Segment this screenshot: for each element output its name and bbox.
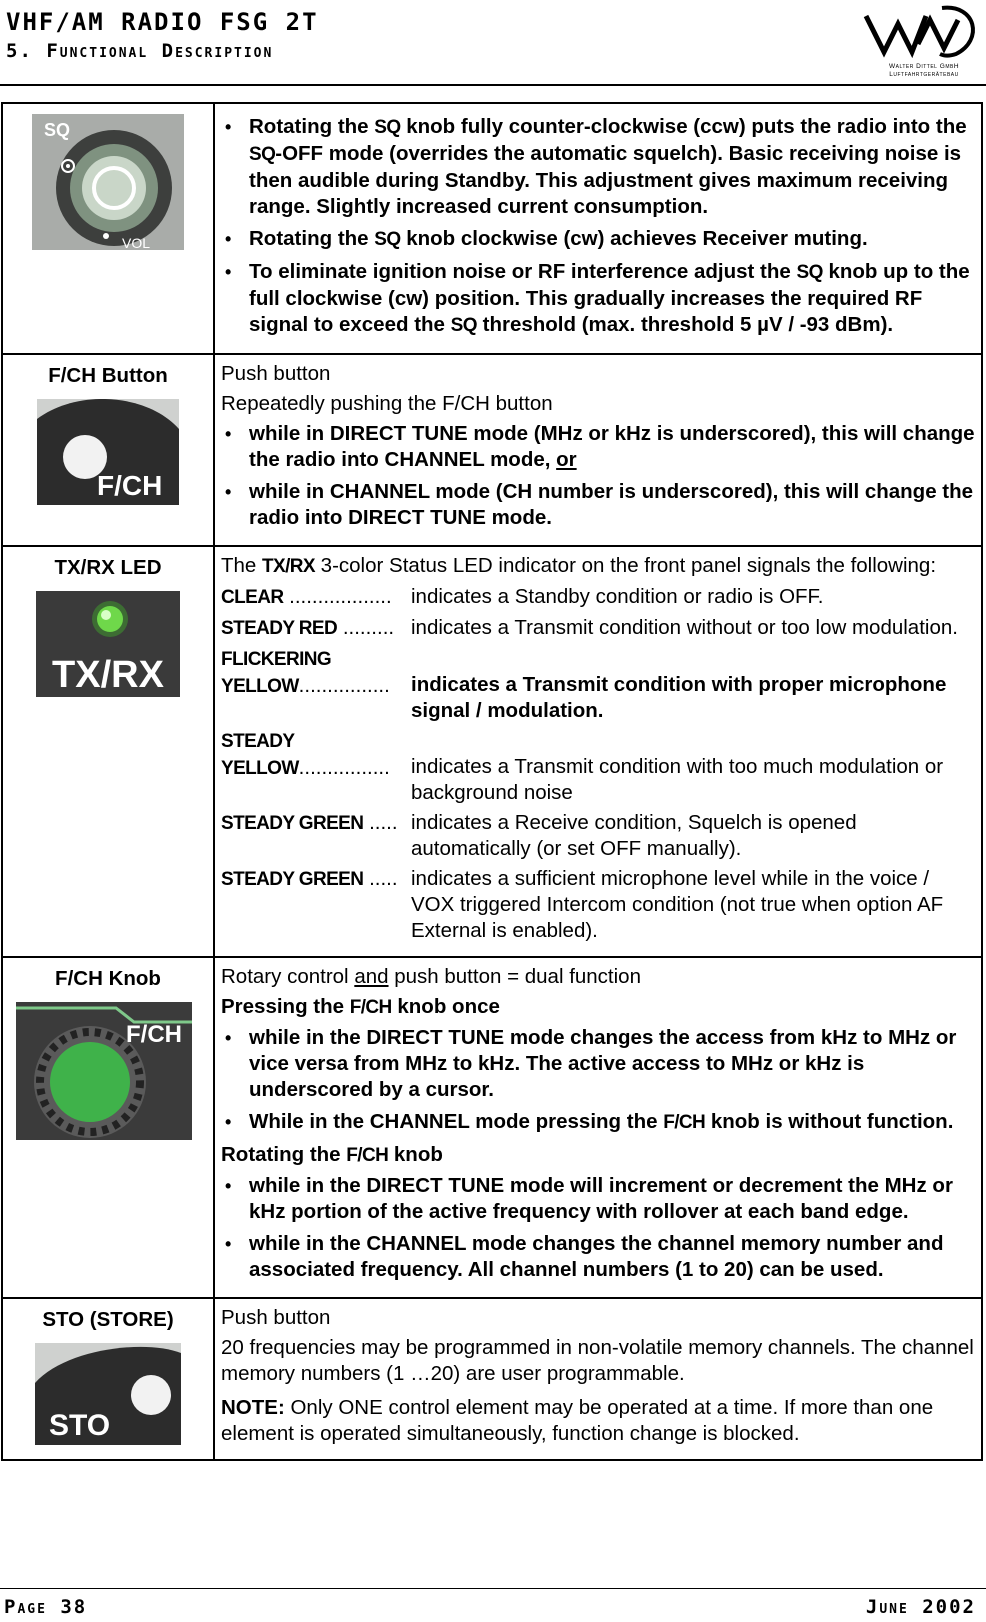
list-item: • Rotating the SQ knob fully counter-clockwise (ccw) puts the radio into the SQ-OFF mode (overrides the automatic squelch). Basic receiving noise is then audible during Standby. This adjustment gives maximum receiving range. Slightly increased current consumption.	[249, 114, 975, 220]
sto-description-cell	[214, 1298, 982, 1460]
page-number: Page 38	[4, 1596, 88, 1618]
table-row	[2, 103, 982, 354]
txrx-led-photo	[36, 591, 180, 697]
led-meaning: indicates a Transmit condition with too much modulation or background noise	[411, 755, 944, 804]
control-type: Push button	[221, 362, 331, 385]
sto-photo-label: STO	[49, 1409, 111, 1442]
led-condition: STEADY GREEN .....	[221, 811, 398, 834]
list-item: • while in the DIRECT TUNE mode changes the access from kHz to MHz or vice versa from MHz to kHz. The active access to MHz or kHz is underscored by a cursor.	[249, 1025, 975, 1103]
intro-text: Repeatedly pushing the F/CH button	[221, 392, 553, 415]
led-meaning: indicates a Standby condition or radio is OFF.	[411, 585, 824, 608]
logo-company-name: Walter Dittel GmbH	[888, 63, 960, 70]
logo-company-subtitle: Luftfahrtgerätebau	[889, 71, 959, 78]
sq-knob-photo	[32, 114, 184, 250]
controls-table	[1, 102, 983, 1461]
vol-photo-label: VOL	[122, 235, 151, 250]
fch-button-photo	[37, 399, 179, 505]
intro-text: Rotary control and push button = dual function	[221, 965, 641, 988]
led-status-list	[221, 584, 975, 944]
txrx-label-cell	[2, 546, 214, 957]
led-condition: STEADY GREEN .....	[221, 867, 398, 890]
fch-knob-description-cell	[214, 957, 982, 1298]
fch-knob-label-cell	[2, 957, 214, 1298]
section-title: 5. Functional Description	[6, 40, 274, 62]
fch-button-description-cell	[214, 354, 982, 546]
sto-description: 20 frequencies may be programmed in non-volatile memory channels. The channel memory numbers (1 …20) are user programmable.	[221, 1336, 974, 1385]
control-name: F/CH Knob	[55, 967, 161, 990]
led-meaning: indicates a sufficient microphone level while in the voice / VOX triggered Intercom condition (not true when option AF External is enabled).	[411, 867, 944, 942]
led-status-row	[221, 728, 975, 806]
fch-knob-photo-label: F/CH	[126, 1021, 182, 1048]
led-status-row	[221, 866, 975, 944]
subheading-pressing: Pressing the F/CH knob once	[221, 995, 500, 1018]
control-name: F/CH Button	[48, 364, 168, 387]
txrx-description-cell	[214, 546, 982, 957]
table-row	[2, 546, 982, 957]
control-type: Push button	[221, 1306, 331, 1329]
header-divider	[0, 84, 986, 86]
list-item: • while in the CHANNEL mode changes the channel memory number and associated frequency. All channel numbers (1 to 20) can be used.	[249, 1231, 975, 1283]
led-status-row	[221, 810, 975, 862]
led-condition: STEADY YELLOW................	[221, 731, 390, 779]
list-item: • While in the CHANNEL mode pressing the F/CH knob is without function.	[249, 1109, 975, 1136]
sq-photo-label: SQ	[44, 120, 71, 140]
led-condition: CLEAR ..................	[221, 585, 392, 608]
led-status-row	[221, 646, 975, 724]
list-item: • while in the DIRECT TUNE mode will increment or decrement the MHz or kHz portion of the active frequency with rollover at each band edge.	[249, 1173, 975, 1225]
led-condition: STEADY RED .........	[221, 616, 395, 639]
list-item: • To eliminate ignition noise or RF interference adjust the SQ knob up to the full clockwise (cw) position. This gradually increases the required RF signal to exceed the SQ threshold (max. threshold 5 µV / -93 dBm).	[249, 259, 975, 339]
led-meaning: indicates a Transmit condition without or too low modulation.	[411, 616, 958, 639]
fch-photo-label: F/CH	[97, 470, 163, 501]
led-meaning: indicates a Transmit condition with proper microphone signal / modulation.	[411, 673, 947, 722]
list-item: • Rotating the SQ knob clockwise (cw) achieves Receiver muting.	[249, 226, 975, 253]
sq-description-cell	[214, 103, 982, 354]
control-name: STO (STORE)	[42, 1308, 174, 1331]
intro-text: The TX/RX 3-color Status LED indicator on the front panel signals the following:	[221, 554, 937, 577]
sto-button-photo	[35, 1343, 181, 1445]
led-status-row	[221, 615, 975, 642]
table-row	[2, 354, 982, 546]
list-item: • while in DIRECT TUNE mode (MHz or kHz is underscored), this will change the radio into CHANNEL mode, or	[249, 421, 975, 473]
txrx-photo-label: TX/RX	[52, 654, 164, 696]
fch-button-label-cell	[2, 354, 214, 546]
document-date: June 2002	[865, 1596, 976, 1618]
led-meaning: indicates a Receive condition, Squelch is opened automatically (or set OFF manually).	[411, 811, 857, 860]
list-item: • while in CHANNEL mode (CH number is underscored), this will change the radio into DIRECT TUNE mode.	[249, 479, 975, 531]
fch-knob-photo	[16, 1002, 192, 1140]
note-text: NOTE: Only ONE control element may be operated at a time. If more than one element is operated simultaneously, function change is blocked.	[221, 1396, 934, 1445]
table-row	[2, 957, 982, 1298]
subheading-rotating: Rotating the F/CH knob	[221, 1143, 443, 1166]
control-name: TX/RX LED	[54, 556, 162, 579]
led-status-row	[221, 584, 975, 611]
document-title: VHF/AM RADIO FSG 2T	[6, 8, 319, 36]
sq-label-cell	[2, 103, 214, 354]
footer-divider	[0, 1588, 986, 1589]
led-condition: FLICKERING YELLOW................	[221, 649, 390, 697]
table-row	[2, 1298, 982, 1460]
sto-label-cell	[2, 1298, 214, 1460]
